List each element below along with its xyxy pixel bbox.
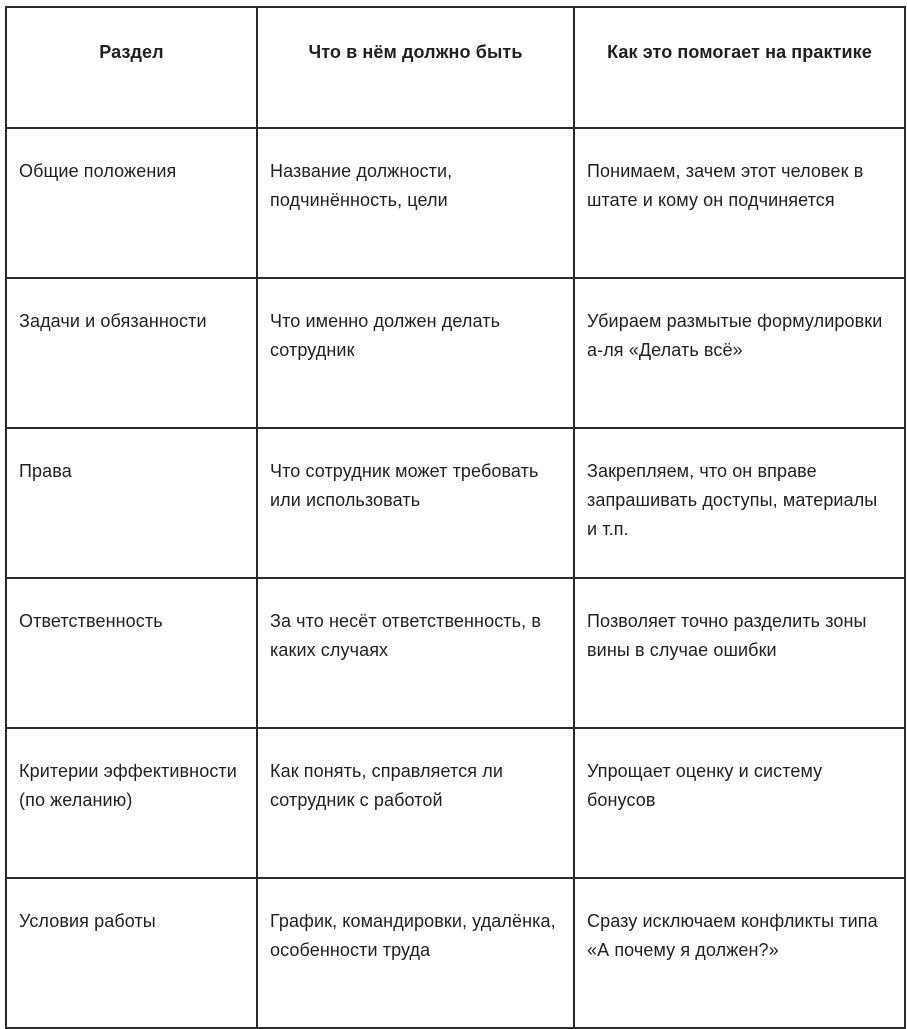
job-description-table-container <box>5 6 904 1018</box>
table-row <box>6 278 905 428</box>
table-row <box>6 878 905 1028</box>
table-row <box>6 578 905 728</box>
benefit-cell: Сразу исключаем конфликты типа «А почему я должен?» <box>574 878 905 1028</box>
section-cell: Условия работы <box>6 878 257 1028</box>
benefit-cell: Закрепляем, что он вправе запрашивать доступы, материалы и т.п. <box>574 428 905 578</box>
benefit-cell: Понимаем, зачем этот человек в штате и кому он подчиняется <box>574 128 905 278</box>
table-row <box>6 728 905 878</box>
job-description-table <box>5 6 906 1029</box>
header-content: Что в нём должно быть <box>257 7 574 128</box>
section-cell: Права <box>6 428 257 578</box>
section-cell: Критерии эффективности (по желанию) <box>6 728 257 878</box>
benefit-cell: Убираем размытые формулировки а-ля «Делать всё» <box>574 278 905 428</box>
section-cell: Ответственность <box>6 578 257 728</box>
content-cell: За что несёт ответственность, в каких случаях <box>257 578 574 728</box>
content-cell: Что сотрудник может требовать или использовать <box>257 428 574 578</box>
benefit-cell: Позволяет точно разделить зоны вины в случае ошибки <box>574 578 905 728</box>
table-header-row <box>6 7 905 128</box>
content-cell: Что именно должен делать сотрудник <box>257 278 574 428</box>
content-cell: Как понять, справляется ли сотрудник с работой <box>257 728 574 878</box>
benefit-cell: Упрощает оценку и систему бонусов <box>574 728 905 878</box>
content-cell: Название должности, подчинённость, цели <box>257 128 574 278</box>
table-row <box>6 428 905 578</box>
header-benefit: Как это помогает на практике <box>574 7 905 128</box>
section-cell: Задачи и обязанности <box>6 278 257 428</box>
header-section: Раздел <box>6 7 257 128</box>
section-cell: Общие положения <box>6 128 257 278</box>
table-row <box>6 128 905 278</box>
content-cell: График, командировки, удалёнка, особенности труда <box>257 878 574 1028</box>
